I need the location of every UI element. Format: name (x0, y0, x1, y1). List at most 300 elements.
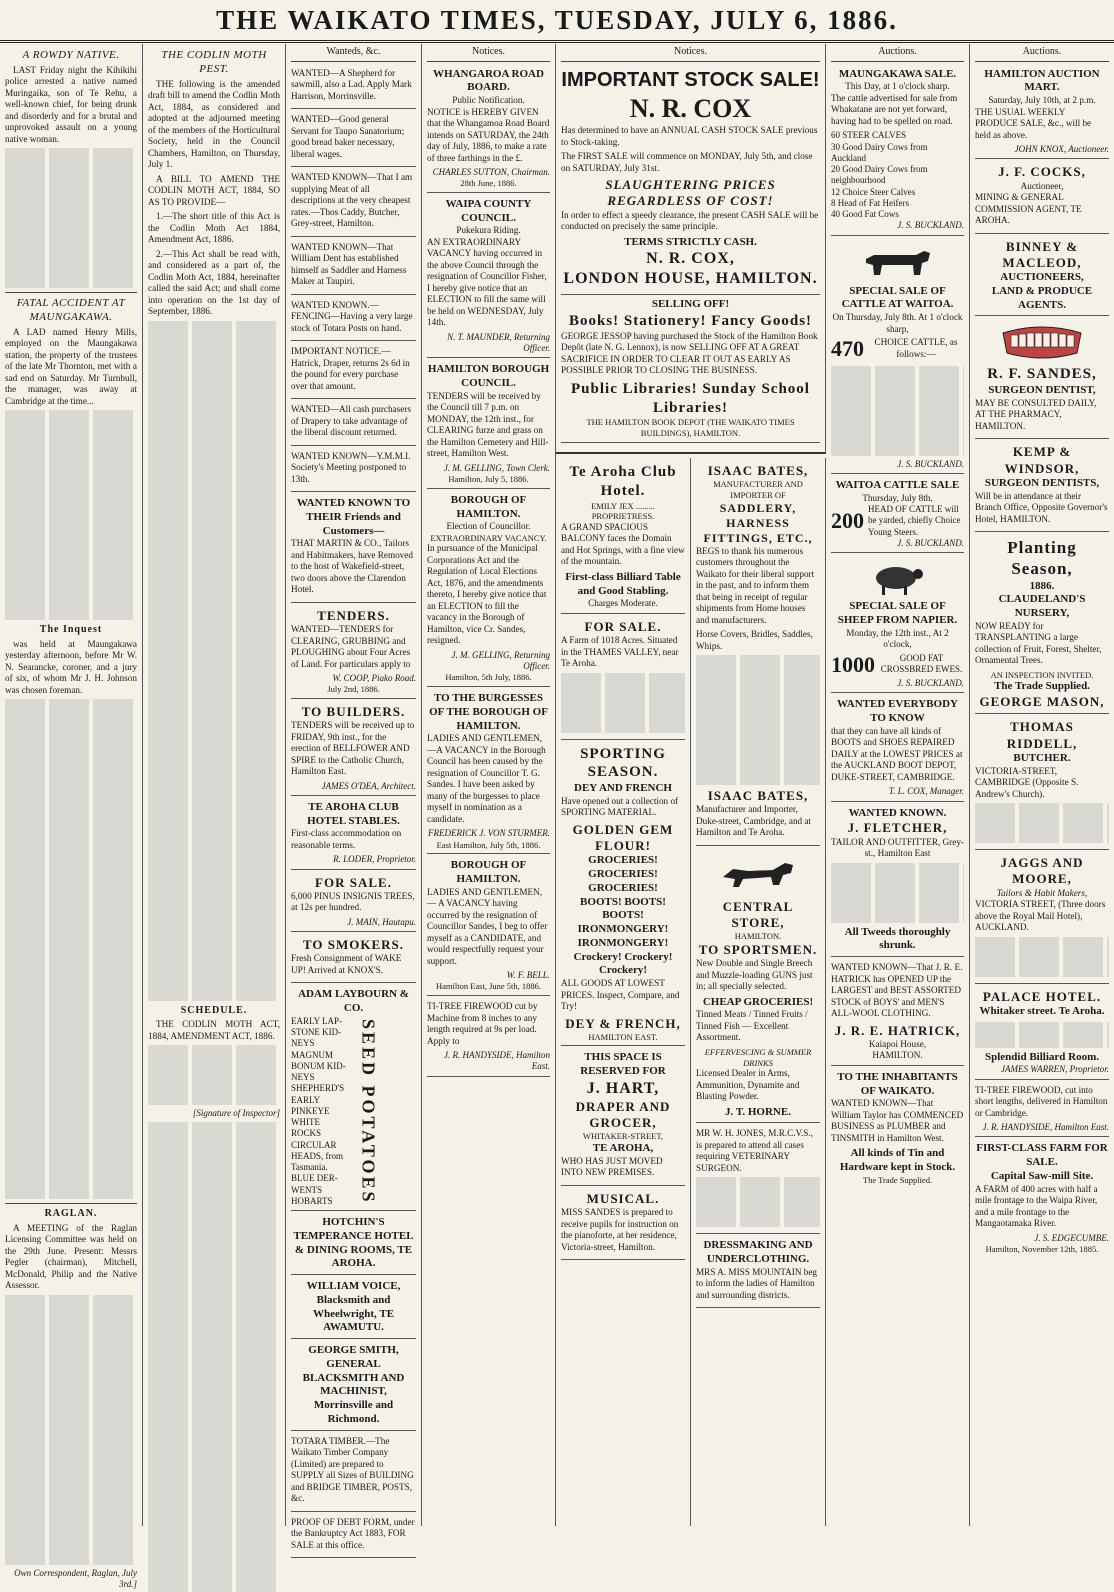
list-item: CIRCULAR (291, 1139, 337, 1150)
ad-text: The FIRST SALE will commence on MONDAY, July 5th, and close on SATURDAY, July 31st. (561, 151, 813, 173)
ad-text: TOTARA TIMBER.—The Waikato Timber Company (Limited) are prepared to SUPPLY all Sizes of BUILDING and BRIDGE TIMBER, POSTS, &c. (291, 1435, 414, 1504)
sheep-sale-ad (831, 555, 964, 693)
auction-mart-ad (975, 65, 1109, 160)
ad-heading: FIRST-CLASS FARM FOR SALE. (976, 1142, 1108, 1169)
ad-subheading: BUTCHER. (1013, 751, 1071, 764)
ad-subheading: Splendid Billiard Room. (984, 1050, 1099, 1063)
section-heading: Auctions. (975, 46, 1109, 62)
firewood-ad-2 (975, 1082, 1109, 1138)
ad-heading: SPECIAL SALE OF SHEEP FROM NAPIER. (837, 600, 958, 626)
ad-subheading: WHITAKER-STREET, (582, 1131, 664, 1142)
ad-heading: WANTED EVERYBODY TO KNOW (837, 698, 958, 724)
ad-signature: N. T. MAUNDER, Returning Officer. (447, 331, 550, 354)
ad-date: July 2nd, 1886. (327, 684, 380, 695)
ad-heading: TO SPORTSMEN. (698, 941, 818, 957)
ad-text: WHO HAS JUST MOVED INTO NEW PREMISES. (561, 1155, 663, 1178)
ad-text: GOOD FAT CROSSBRED EWES. (880, 653, 963, 675)
laybourn-ad (291, 985, 416, 1211)
waipa-council-ad (427, 195, 550, 359)
wanted-ad (291, 111, 416, 167)
ad-heading: IRONMONGERY! IRONMONGERY! (577, 923, 669, 949)
cow-icon (831, 245, 964, 281)
ad-heading: R. F. SANDES, (987, 366, 1097, 383)
ad-text: GEORGE JESSOP having purchased the Stock of the Hamilton Book Depôt (late N. G. Lennox), is now SELLING OFF AT A GREAT SACRIFICE IN ORDER TO CLEAR IT OUT AS EARLY AS POSSIBLE PRIOR TO CLOSING THE BUSINESS. (561, 330, 818, 376)
ad-date: East Hamilton, July 5th, 1886. (436, 839, 541, 850)
ad-text: WANTED—Good general Servant for Taupo Sanatorium; good bread baker necessary, liberal wages. (291, 114, 405, 159)
palace-hotel-ad (975, 986, 1109, 1080)
ad-subheading: Whitaker street. Te Aroha. (979, 1004, 1105, 1017)
ad-signature: J. S. BUCKLAND. (897, 537, 964, 548)
ad-heading: Te Aroha Club Hotel. (569, 464, 677, 499)
ad-signature: W. COOP, Piako Road. (332, 673, 416, 683)
section-heading: Auctions. (831, 46, 964, 62)
ad-text: WANTED KNOWN—That J. R. E. HATRICK has OPENED UP the LARGEST and BEST ASSORTED STOCK of BOYS' and MEN'S ALL-WOOL CLOTHING. (831, 962, 963, 1018)
ad-text: WANTED KNOWN—That William Taylor has COMMENCED BUSINESS as PLUMBER and TINSMITH in Hamilton West. (831, 1098, 964, 1143)
ad-subheading: LAND & PRODUCE AGENTS. (991, 284, 1093, 311)
ad-heading: CENTRAL STORE, (722, 898, 794, 930)
hotchin-ad (291, 1213, 416, 1275)
totara-ad (291, 1433, 416, 1512)
ad-heading: HAMILTON BOROUGH COUNCIL. (427, 363, 550, 390)
ad-heading: MAUNGAKAWA SALE. (838, 67, 957, 80)
wanted-ad (291, 297, 416, 342)
ad-subheading: SURGEON DENTIST, (988, 384, 1096, 396)
column-aroha (556, 458, 691, 1526)
ad-text: AN EXTRAORDINARY VACANCY having occurred in the above Council through the resignation of Councillor Fisher, I hereby give notice that an ELECTION to fill the same will be held on WEDNESDAY, July 14th. (427, 236, 547, 328)
bates-saddlery-ad (696, 460, 820, 846)
ad-heading: MUSICAL. (586, 1190, 660, 1206)
ad-text: WANTED KNOWN—That William Dent has established himself as Saddler and Harness Maker at Taupiri. (291, 241, 407, 286)
ad-text: Tinned Meats / Tinned Fruits / Tinned Fish — Excellent Assortment. (696, 1009, 808, 1043)
ad-date: Hamilton, July 5, 1886. (448, 474, 529, 485)
wanted-ad (291, 65, 416, 110)
ad-text: WANTED—A Shepherd for sawmill, also a Lad. Apply Mark Harrison, Morrinsville. (291, 67, 412, 101)
ad-proprietor: EMILY JEX ......... PROPRIETRESS. (591, 500, 655, 522)
column-bates (691, 458, 826, 1526)
ad-text: 6,000 PINUS INSIGNIS TREES, at 12s per hundred. (291, 890, 415, 913)
article-text: A LAD named Henry Mills, employed on the Maungakawa station, the property of the trustees of the late Mr Thornton, met with a sad end on Saturday. Mr Turnbull, the manager, was away at Cambridge at the time... (5, 326, 137, 406)
ad-heading: BOROUGH OF HAMILTON. (450, 859, 527, 885)
ad-text: NOTICE is HEREBY GIVEN that the Whangamoa Road Board intends on SATURDAY, the 24th day of July, 1886, to make a rate of three farthings in the £. (427, 106, 550, 163)
article-text: A BILL TO AMEND THE CODLIN MOTH ACT, 1884, SO AS TO PROVIDE— (148, 173, 280, 207)
ad-text: THE HAMILTON BOOK DEPOT (THE WAIKATO TIMES BUILDINGS), HAMILTON. (586, 417, 795, 438)
schedule-text: THE CODLIN MOTH ACT, 1884, AMENDMENT ACT, 1886. (148, 1019, 280, 1041)
list-item: PINKEYE (291, 1105, 330, 1116)
ad-heading: J. HART, (586, 1079, 660, 1097)
headline-rowdy-native: A ROWDY NATIVE. (22, 49, 120, 61)
ad-heading: SELLING OFF! (651, 298, 730, 311)
list-item: 12 Choice Steer Calves (831, 186, 916, 197)
ad-subheading: Election of Councillor. (446, 521, 531, 532)
list-item: 60 STEER CALVES (831, 130, 907, 141)
ad-heading: ADAM LAYBOURN & CO. (298, 988, 409, 1015)
ad-text: TENDERS will be received up to FRIDAY, 9th inst., for the erection of BELLFOWER AND SPIRE to the Catholic Church, Hamilton East. (291, 720, 415, 777)
ad-text: In pursuance of the Municipal Corporations Act and the Regulation of Local Elections Act, 1876, and the amendments thereto, I hereby give notice that an ELECTION to fill the vacancy in the Borough of Hamilton, vice Cr. Sandes, resigned. (427, 543, 547, 646)
ad-heading: TE AROHA CLUB HOTEL STABLES. (307, 800, 400, 827)
list-item: Tasmania. (291, 1162, 328, 1173)
headline-fatal-accident: FATAL ACCIDENT AT MAUNGAKAWA. (16, 297, 126, 323)
ad-subheading: Auctioneer, (1020, 180, 1064, 191)
ad-subheading: CLAUDELAND'S NURSERY, (998, 593, 1086, 619)
list-item: STONE KID- (291, 1027, 342, 1038)
ad-date: Hamilton, 5th July, 1886. (445, 672, 532, 683)
list-item: 30 Good Dairy Cows from Auckland (831, 141, 928, 163)
ad-signature: J. S. EDGECUMBE. (1034, 1232, 1109, 1243)
ad-text: MISS SANDES is prepared to receive pupils for instruction on the pianoforte, at her residence, Victoria-street, Hamilton. (561, 1207, 679, 1252)
ad-date: 28th June, 1886. (460, 178, 517, 189)
ad-heading: FOR SALE. (315, 874, 392, 890)
list-item: SHEPHERD'S (291, 1083, 345, 1094)
cattle-count: 200 (831, 508, 864, 534)
sandes-dentist-ad (975, 318, 1109, 439)
ad-heading: WHANGAROA ROAD BOARD. (433, 67, 544, 94)
ad-text: CHOICE CATTLE, as follows:— (874, 337, 958, 359)
ad-heading: SPORTING SEASON. (580, 745, 666, 781)
ad-text: IMPORTANT NOTICE.—Hatrick, Draper, returns 2s 6d in the pound for every purchase over that amount. (291, 346, 410, 391)
taylor-plumber-ad (831, 1068, 964, 1189)
ad-heading: All kinds of Tin and Hardware kept in Stock. (839, 1147, 956, 1173)
inspector-signature: [Signature of Inspector] (192, 1108, 280, 1118)
farm-for-sale-ad (975, 1139, 1109, 1257)
firewood-ad (427, 998, 550, 1077)
ad-heading: ISAAC BATES, (707, 788, 809, 803)
election-ad (427, 491, 550, 687)
ad-text: AN INSPECTION INVITED. (990, 669, 1094, 680)
dog-icon (696, 855, 820, 895)
ad-text: The Trade Supplied. (862, 1174, 933, 1185)
wanted-ad (291, 169, 416, 237)
section-heading: Notices. (561, 46, 820, 62)
ad-heading: BINNEY & MACLEOD, (1002, 238, 1082, 270)
ad-text: The cattle advertised for sale from Whakatane are not yet forward, having had to be spelled on road. (831, 92, 958, 126)
ad-text: WANTED KNOWN.—FENCING—Having a very large stock of Totara Posts on hand. (291, 299, 413, 333)
ad-text: Licensed Dealer in Arms, Ammunition, Dynamite and Blasting Powder. (696, 1068, 800, 1102)
list-item: NEYS (291, 1038, 315, 1049)
ad-text: NOW READY for TRANSPLANTING a large collection of Fruit, Forest, Shelter, Ornamental Trees. (975, 620, 1102, 666)
veterinary-ad (696, 1125, 820, 1234)
dressmaking-ad (696, 1236, 820, 1308)
ad-signature: J. S. BUCKLAND. (897, 220, 964, 231)
jaggs-moore-ad (975, 852, 1109, 984)
ad-heading: BOROUGH OF HAMILTON. (450, 493, 527, 520)
ad-subheading: SURGEON DENTISTS, (984, 476, 1100, 489)
ad-heading: Crockery! Crockery! Crockery! (573, 950, 673, 977)
schedule-heading: SCHEDULE. (180, 1004, 248, 1016)
article-text: was held at Maungakawa yesterday afternoon, before Mr W. N. Searancke, coroner, and a jury of six, of whom Mr J. H. Johnson was chosen foreman. (5, 638, 137, 695)
boot-repair-ad (831, 695, 964, 801)
article-text: 2.—This Act shall be read with, and considered as a part of, the Codlin Moth Act, 1884, hereinafter called the said Act; and shall come into operation on the 1st day of September, 1886. (148, 248, 280, 316)
ad-heading: J. FLETCHER, (847, 820, 948, 836)
ad-text: MRS A. MISS MOUNTAIN beg to inform the ladies of Hamilton and surrounding districts. (696, 1266, 818, 1300)
ad-text: TI-TREE FIREWOOD, cut into short lengths, delivered in Hamilton or Cambridge. (975, 1084, 1108, 1118)
road-board-ad (427, 65, 550, 193)
ad-heading: DRAPER AND GROCER, (575, 1098, 671, 1131)
article-text: 1.—The short title of this Act is the Codlin Moth Act 1884, Amendment Act, 1886. (148, 211, 280, 244)
list-item: 20 Good Dairy Cows from neighbourhood (831, 164, 928, 186)
list-item: 8 Head of Fat Heifers (831, 197, 909, 208)
ad-heading: KEMP & WINDSOR, (1004, 444, 1080, 476)
ad-subheading: 1886. (1029, 579, 1055, 592)
ad-text: Will be in attendance at their Branch Office, Opposite Governor's Hotel, HAMILTON. (975, 490, 1108, 524)
wanted-ad (291, 448, 416, 493)
list-item: EARLY LAP- (291, 1015, 343, 1026)
ad-heading: ISAAC BATES, (707, 463, 809, 478)
fletcher-ad (831, 804, 964, 958)
ad-text: MINING & GENERAL COMMISSION AGENT, TE AROHA. (975, 192, 1082, 225)
farm-sale-ad (561, 616, 685, 740)
ad-text: BEGS to thank his numerous customers throughout the Waikato for their liberal support in the past, and to inform them that being in receipt of regular shipments from Home houses and manufacturers. (696, 545, 815, 625)
smith-ad (291, 1341, 416, 1431)
list-item: NEYS (291, 1072, 315, 1083)
ad-signature: J. T. HORNE. (725, 1105, 791, 1118)
section-heading: Wanteds, &c. (291, 46, 416, 62)
ad-signature: JAMES WARREN, Proprietor. (1000, 1064, 1109, 1075)
ad-heading: DEY & FRENCH, (565, 1015, 681, 1031)
borough-council-ad (427, 360, 550, 488)
column-news-1 (0, 44, 143, 1589)
ad-text: LADIES AND GENTLEMEN,—A VACANCY in the Borough Council has been caused by the resignation of Councillor T. G. Sandes. I have been asked by many of the burgesses to place myself in nomination as a candidate. (427, 733, 546, 824)
ad-heading: J. R. E. HATRICK, (834, 1022, 961, 1038)
ad-heading: FOR SALE. (584, 618, 662, 634)
list-item: WENTS (291, 1184, 322, 1195)
ad-subheading: HAMILTON. (872, 1050, 923, 1061)
ad-text: First-class accommodation on reasonable terms. (291, 828, 402, 850)
ad-text: Monday, the 12th inst., At 2 o'clock, (846, 627, 949, 649)
ad-heading: GOLDEN GEM FLOUR! (572, 821, 674, 853)
ad-heading: CHEAP GROCERIES! (702, 995, 814, 1008)
ad-heading: BOOTS! BOOTS! BOOTS! (580, 895, 666, 922)
ad-signature: T. L. COX, Manager. (888, 786, 964, 797)
ad-heading: WAITOA CATTLE SALE (835, 478, 960, 491)
riddell-butcher-ad (975, 716, 1109, 850)
ad-heading: TO THE INHABITANTS OF WAIKATO. (837, 1070, 958, 1097)
ad-signature: JAMES O'DEA, Architect. (321, 780, 416, 791)
ad-heading: WILLIAM VOICE, Blacksmith and Wheelwright, TE AWAMUTU. (306, 1280, 401, 1334)
ad-heading: JAGGS AND MOORE, (1000, 855, 1084, 887)
ad-date: Hamilton, November 12th, 1885. (985, 1243, 1099, 1254)
ad-subheading: Capital Saw-mill Site. (990, 1169, 1094, 1182)
ad-heading: THOMAS RIDDELL, (1006, 719, 1078, 751)
ad-heading: GEORGE MASON, (979, 694, 1105, 710)
ad-text: TAILOR AND OUTFITTER, Grey-st., Hamilton East (831, 836, 964, 858)
ad-heading: TO THE BURGESSES OF THE BOROUGH OF HAMILTON. (429, 692, 548, 732)
headline-raglan: RAGLAN. (44, 1208, 98, 1220)
wanted-ad (291, 401, 416, 446)
ad-heading: WANTED KNOWN TO THEIR Friends and Customers— (296, 497, 411, 537)
ad-subheading: MANUFACTURER AND IMPORTER OF (713, 479, 803, 500)
ad-text: A FARM of 400 acres with half a mile frontage to the Waipa River, and a mile frontage to the Mangaotamaka River. (975, 1183, 1098, 1229)
ad-signature: FREDERICK J. VON STURMER. (428, 828, 550, 839)
smokers-ad (291, 934, 416, 983)
ad-heading: All Tweeds thoroughly shrunk. (844, 925, 951, 952)
ad-heading: THIS SPACE IS RESERVED FOR (580, 1051, 666, 1078)
cocks-auctioneer-ad (975, 161, 1109, 233)
builders-ad (291, 701, 416, 796)
ad-text: The Trade Supplied. (994, 680, 1090, 693)
stock-sale-ad (561, 65, 820, 293)
list-item: EARLY (291, 1094, 321, 1105)
ad-text: On Thursday, July 8th. At 1 o'clock sharp, (832, 312, 963, 334)
for-sale-ad (291, 872, 416, 933)
ad-text: TI-TREE FIREWOOD cut by Machine from 8 inches to any length required at 9s per load. Apply to (427, 1001, 538, 1046)
club-hotel-ad (561, 460, 685, 614)
ad-signature: JOHN KNOX, Auctioneer. (1014, 144, 1109, 154)
ad-heading: TENDERS. (317, 607, 390, 623)
ad-signature: J. S. BUCKLAND. (897, 678, 964, 688)
ad-text: THAT MARTIN & CO., Tailors and Habitmakers, have Removed to the host of Wakefield-street, two doors above the Clarendon Hotel. (291, 538, 413, 595)
list-item: BONUM KID- (291, 1060, 346, 1071)
potato-list (291, 1016, 351, 1207)
waitoa-special-sale-ad (831, 238, 964, 474)
ad-text: MR W. H. JONES, M.R.C.V.S., is prepared to attend all cases requiring VETERINARY SURGEON. (696, 1128, 814, 1173)
ad-signature: J. M. GELLING, Returning Officer. (451, 649, 550, 672)
musical-ad (561, 1188, 685, 1260)
column-wanteds (286, 44, 422, 1550)
merchant-name: N. R. COX (629, 93, 752, 123)
ad-subheading: Tailors & Habit Makers, (996, 887, 1088, 898)
nursery-ad (975, 534, 1109, 714)
ad-heading: HOTCHIN'S TEMPERANCE HOTEL & DINING ROOMS, TE AROHA. (293, 1216, 414, 1270)
ad-subheading: Public Notification. (452, 95, 525, 105)
sheep-count: 1000 (831, 651, 875, 677)
correspondent-signature: Own Correspondent, Raglan, July 3rd.] (14, 1567, 137, 1589)
central-store-ad (696, 848, 820, 1124)
ad-text: First-class Billiard Table and Good Stabling. (565, 570, 681, 597)
ad-signature: J. R. HANDYSIDE, Hamilton East. (444, 1050, 550, 1072)
ad-text: Manufacturer and Importer, Duke-street, Cambridge, and at Hamilton and Te Aroha. (696, 804, 812, 838)
dentures-icon (975, 325, 1109, 361)
ad-subheading: DEY AND FRENCH (574, 782, 672, 794)
ad-text: Charges Moderate. (588, 598, 658, 609)
ad-text: WANTED—TENDERS for CLEARING, GRUBBING and PLOUGHING about Four Acres of Land. For particulars apply to (291, 624, 411, 669)
dey-french-ad (561, 742, 685, 1047)
store-name: LONDON HOUSE, HAMILTON. (563, 270, 818, 288)
cattle-count: 470 (831, 336, 864, 361)
ad-heading: WANTED KNOWN. (848, 806, 947, 819)
ad-subheading: AUCTIONEERS, (1000, 271, 1084, 283)
tenders-ad (291, 605, 416, 699)
hatrick-ad (831, 959, 964, 1066)
ad-subheading: Kaiapoi House, (868, 1038, 927, 1049)
ad-heading: SLAUGHTERING PRICES REGARDLESS OF COST! (605, 177, 776, 209)
ad-heading: SPECIAL SALE OF CATTLE AT WAITOA. (841, 284, 954, 311)
cattle-list (831, 130, 964, 220)
ad-subheading: Saturday, July 10th, at 2 p.m. (988, 95, 1096, 105)
hart-ad (561, 1048, 685, 1185)
wanted-ad (291, 239, 416, 295)
ad-heading: TERMS STRICTLY CASH. (624, 235, 757, 248)
ad-text: HEAD OF CATTLE will be yarded, chiefly Choice Young Steers. (868, 504, 961, 537)
merchant-name: N. R. COX, (646, 250, 735, 268)
ad-heading: Public Libraries! Sunday School Libraries! (571, 380, 810, 416)
ad-text: LADIES AND GENTLEMEN,— A VACANCY having occurred by the resignation of Councillor Sandes, I beg to offer myself as a CANDIDATE, and would respectfully request your support. (427, 886, 548, 966)
ad-text: A Farm of 1018 Acres. Situated in the THAMES VALLEY, near Te Aroha. (561, 635, 679, 668)
ad-text: PROOF OF DEBT FORM, under the Bankruptcy Act 1883, FOR SALE at this office. (291, 1516, 415, 1550)
ad-signature: J. M. GELLING, Town Clerk. (443, 462, 550, 473)
ad-heading: Planting Season, (1007, 538, 1077, 579)
column-news-2 (143, 44, 286, 1526)
ad-text: that they can have all kinds of BOOTS and SHOES REPAIRED DAILY at the LOWEST PRICES at the AUCKLAND BOOT DEPOT, DUKE-STREET, CAMBRIDGE. (831, 725, 963, 782)
ad-text: ALL GOODS AT LOWEST PRICES. Inspect, Compare, and Try! (561, 978, 680, 1011)
list-item: HEADS, from (291, 1150, 343, 1161)
ad-heading: GROCERIES! GROCERIES! GROCERIES! (588, 854, 658, 894)
subheadline-inquest: The Inquest (39, 624, 103, 636)
ad-heading: GEORGE SMITH, GENERAL BLACKSMITH AND MACHINIST, Morrinsville and Richmond. (302, 1344, 405, 1425)
ad-heading: PALACE HOTEL. (982, 988, 1102, 1004)
column-auctions-1 (826, 44, 970, 1526)
article-text: LAST Friday night the Kihikihi police arrested a native named Muringaika, son of Te Rehu, a well-known chief, for being drunk and disorderly and for a brutal and unprovoked assault on a young native woman. (5, 64, 137, 144)
ad-heading: EFFERVESCING & SUMMER DRINKS (704, 1046, 812, 1068)
ad-heading: WAIPA COUNTY COUNCIL. (445, 197, 532, 224)
ad-heading: HAMILTON AUCTION MART. (984, 67, 1100, 94)
ad-text: WANTED KNOWN—Y.M.M.I. Society's Meeting postponed to 13th. (291, 450, 411, 484)
column-notices (422, 44, 556, 1526)
list-item: BLUE DER- (291, 1173, 338, 1184)
ad-signature: W. F. BELL. (506, 970, 550, 981)
ad-heading: TO SMOKERS. (302, 937, 405, 953)
ad-subheading: Thursday, July 8th. (862, 492, 933, 503)
ad-heading: DRESSMAKING AND UNDERCLOTHING. (703, 1239, 813, 1266)
masthead-title: THE WAIKATO TIMES, TUESDAY, JULY 6, 1886. (216, 4, 898, 35)
waitoa-cattle-sale-ad (831, 476, 964, 553)
column-auctions-2 (970, 44, 1114, 1526)
headline-codlin-moth: THE CODLIN MOTH PEST. (161, 49, 267, 75)
list-item: HOBARTS (291, 1195, 333, 1206)
ad-heading: J. F. COCKS, (998, 164, 1086, 180)
martin-ad (291, 494, 416, 603)
ad-text: WANTED—All cash purchasers of Drapery to take advantage of the liberal discount returned. (291, 404, 411, 437)
ad-signature: J. S. BUCKLAND. (897, 458, 964, 469)
ad-subheading: Pukekura Riding. (456, 225, 521, 236)
book-depot-ad (561, 294, 820, 442)
list-item: 40 Good Fat Cows (831, 209, 899, 219)
seed-potatoes-banner: SEED POTATOES (358, 1018, 379, 1205)
bell-candidate-ad (427, 856, 550, 996)
ad-signature: J. MAIN, Hautapu. (347, 916, 416, 927)
ad-text: A GRAND SPACIOUS BALCONY faces the Domain and Hot Springs, with a fine view of the mountain. (561, 521, 685, 567)
ad-text: TENDERS will be received by the Council till 7 p.m. on MONDAY, the 12th inst., for CLEARING furze and grass on the Hamilton Cemetery and Hill-street, Hamilton West. (427, 390, 549, 459)
ad-heading: IMPORTANT STOCK SALE! (561, 68, 820, 91)
ad-text: MAY BE CONSULTED DAILY, AT THE PHARMACY, HAMILTON. (975, 397, 1097, 431)
ad-text: VICTORIA-STREET, CAMBRIDGE (Opposite S. Andrew's Church). (975, 765, 1079, 799)
ad-subheading: TE AROHA, (592, 1142, 654, 1154)
list-item: WHITE ROCKS (291, 1117, 322, 1139)
ad-text: Fresh Consignment of WAKE UP! Arrived at KNOX'S. (291, 953, 402, 975)
ad-text: VICTORIA STREET, (Three doors above the Royal Mail Hotel), AUCKLAND. (975, 899, 1106, 933)
stables-ad (291, 798, 416, 870)
sheep-icon (831, 562, 964, 596)
ad-text: THE USUAL WEEKLY PRODUCE SALE, &c., will be held as above. (975, 106, 1092, 140)
ad-heading: TO BUILDERS. (301, 703, 406, 719)
list-item: MAGNUM (291, 1049, 334, 1060)
kemp-windsor-ad (975, 441, 1109, 532)
ad-signature: J. R. HANDYSIDE, Hamilton East. (982, 1122, 1109, 1133)
section-heading: Notices. (427, 46, 550, 62)
ad-subheading: This Day, at 1 o'clock sharp. (845, 81, 950, 92)
ad-subheading: EXTRAORDINARY VACANCY. (430, 532, 547, 543)
voice-ad (291, 1277, 416, 1339)
ad-signature: R. LODER, Proprietor. (333, 854, 416, 865)
ad-heading: SADDLERY, HARNESS FITTINGS, ETC., (703, 500, 813, 545)
article-text: A MEETING of the Raglan Licensing Committee was held on the 29th June. Present: Messrs Pegler (chairman), Mitchell, McDonald, Philip and the Native Assessor. (5, 1222, 137, 1291)
article-text: THE following is the amended draft bill to amend the Codlin Moth Act, 1884, as considered and adopted at the adjourned meeting of the members of the Horticultural Society, held in the Council Chambers, Hamilton, on Thursday, July 1. (148, 78, 280, 169)
ad-date: Hamilton East, June 5th, 1886. (435, 981, 542, 992)
ad-text: WANTED KNOWN—That I am supplying Meat of all descriptions at the very cheapest rates.—Thos Caddy, Butcher, Grey-street, Hamilton. (291, 172, 413, 228)
ad-text: Has determined to have an ANNUAL CASH STOCK SALE previous to Stock-taking. (561, 125, 818, 147)
ad-text: Horse Covers, Bridles, Saddles, Whips. (696, 629, 813, 651)
ad-signature: CHARLES SUTTON, Chairman. (432, 167, 550, 177)
binney-macleod-ad (975, 236, 1109, 317)
